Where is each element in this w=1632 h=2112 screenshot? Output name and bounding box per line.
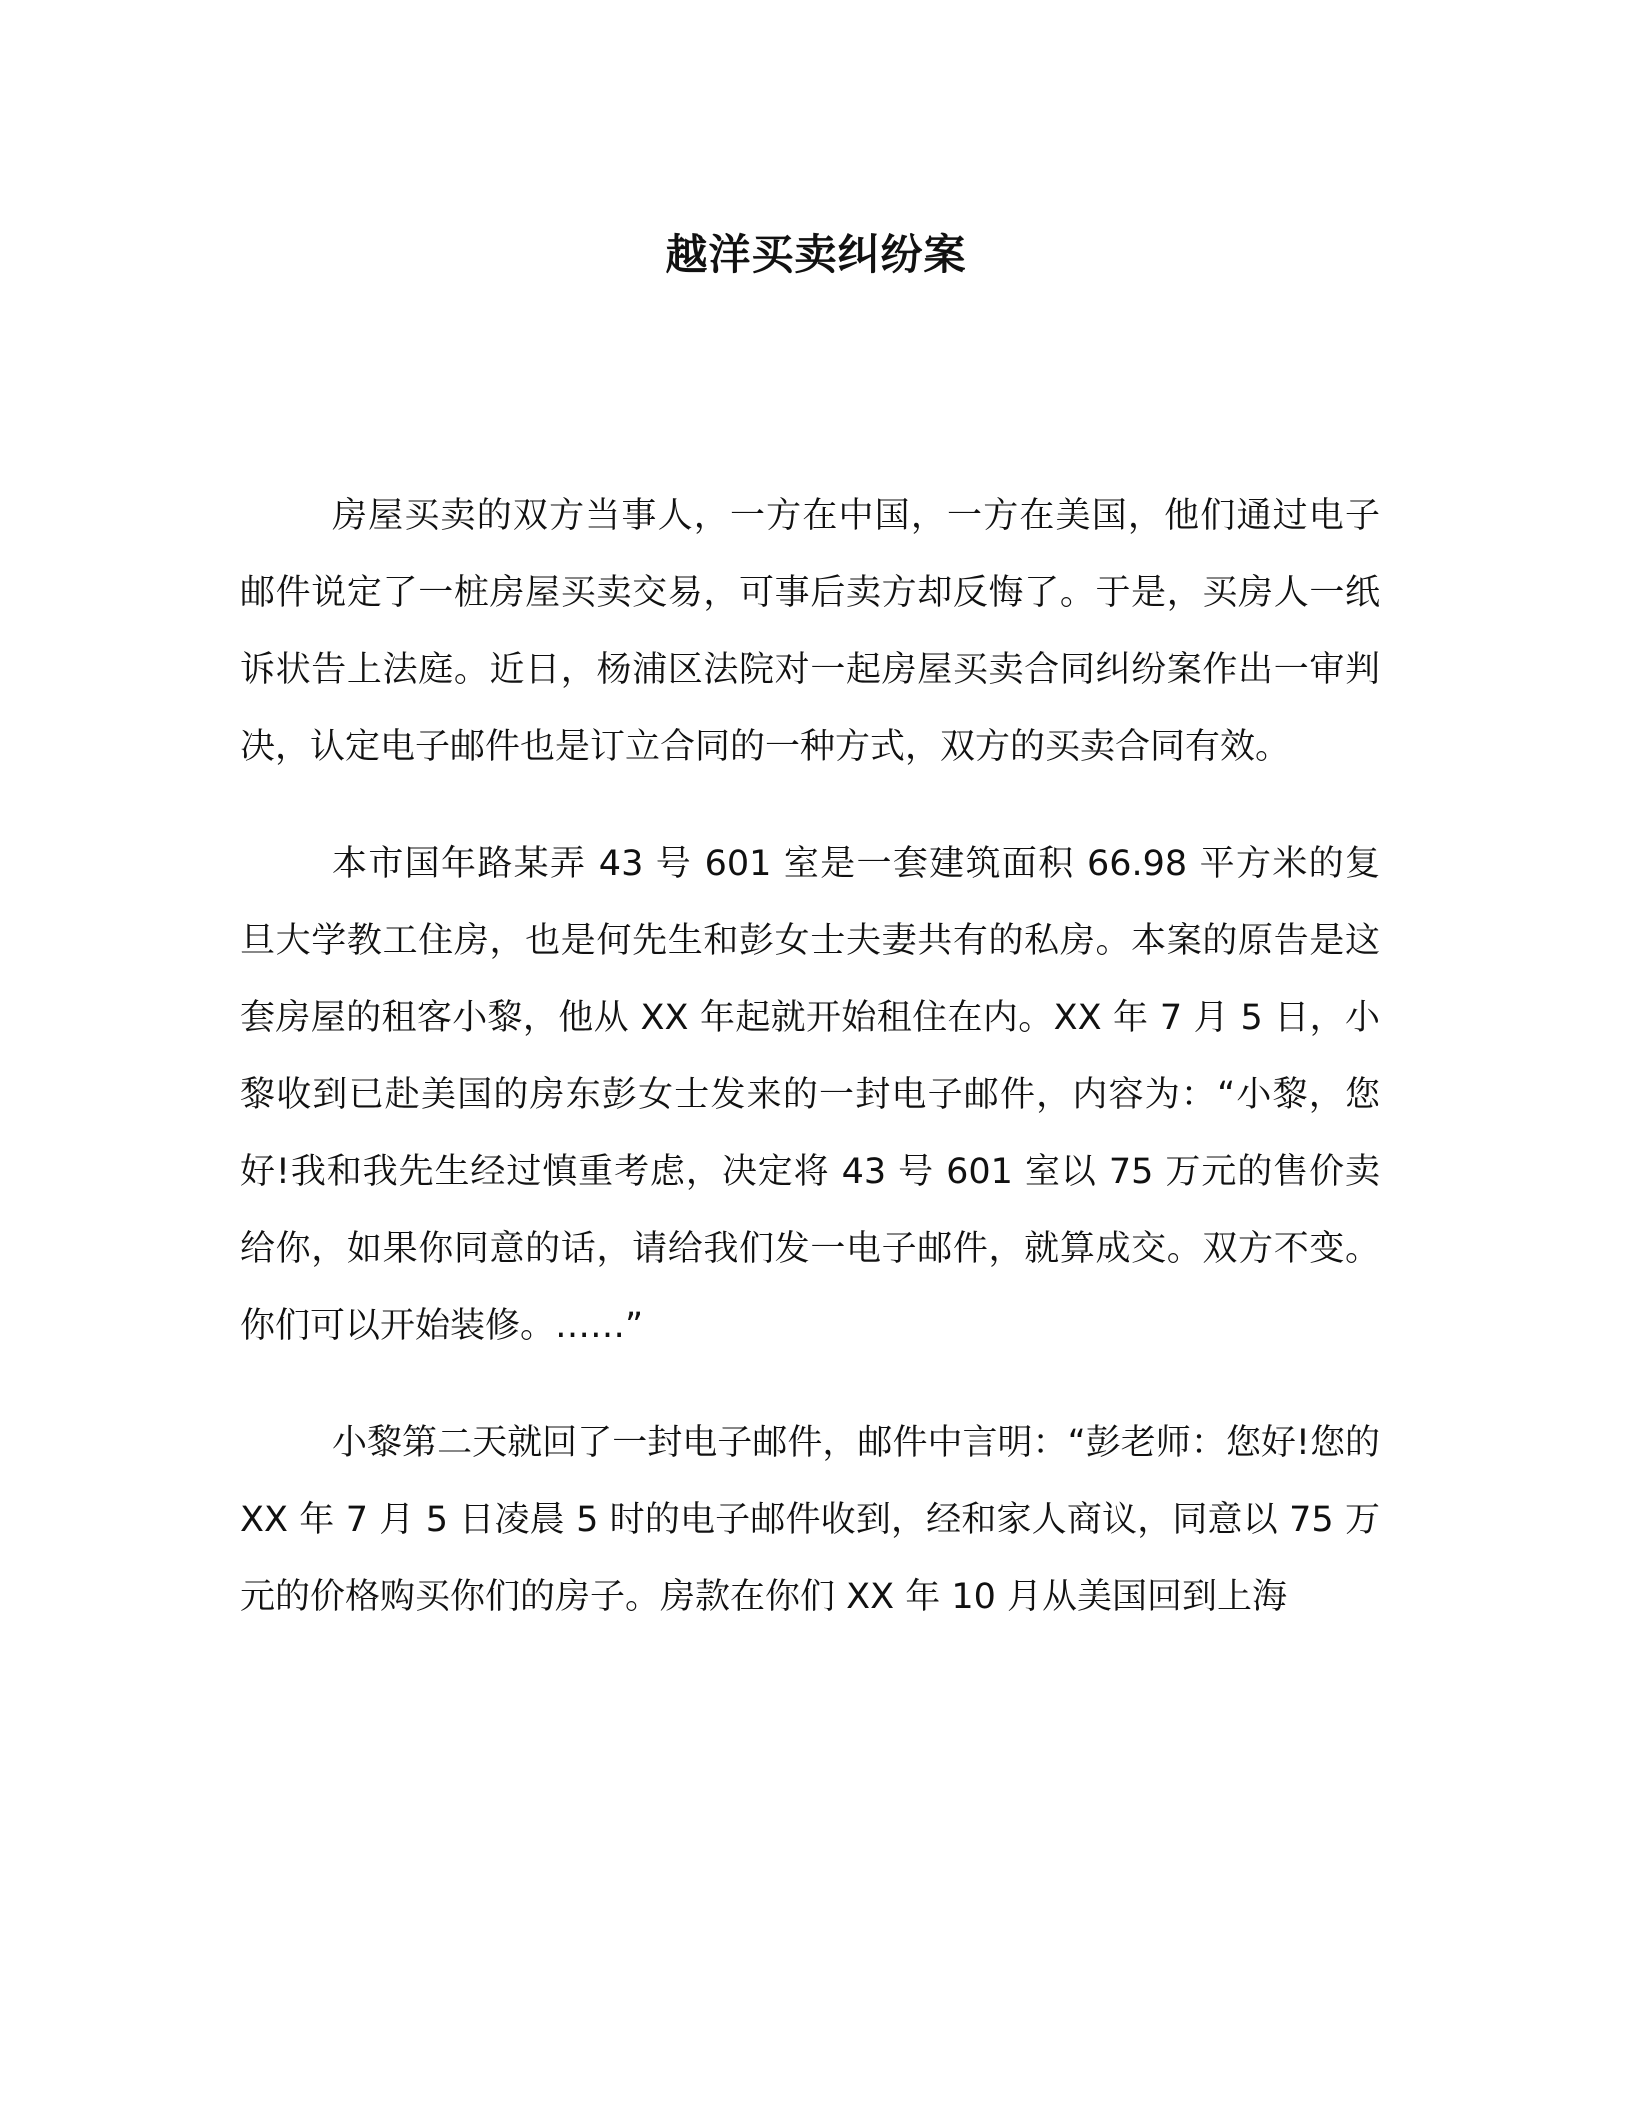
paragraph-3: 小黎第二天就回了一封电子邮件，邮件中言明：“彭老师：您好!您的 XX 年 7 月 5 日凌晨 5 时的电子邮件收到，经和家人商议，同意以 75 万元的价格购买你们的房子。房款在你们 XX 年 10 月从美国回到上海 [240,1423,1380,1617]
paragraph-2: 本市国年路某弄 43 号 601 室是一套建筑面积 66.98 平方米的复旦大学教工住房，也是何先生和彭女士夫妻共有的私房。本案的原告是这套房屋的租客小黎，他从 XX 年起就开始租住在内。XX 年 7 月 5 日，小黎收到已赴美国的房东彭女士发来的一封电子邮件，内容为：“小黎，您好!我和我先生经过慎重考虑，决定将 43 号 601 室以 75 万元的售价卖给你，如果你同意的话，请给我们发一电子邮件，就算成交。双方不变。你们可以开始装修。……” [240,844,1380,1346]
document-title: 越洋买卖纠纷案 [665,230,967,279]
paragraph-1: 房屋买卖的双方当事人，一方在中国，一方在美国，他们通过电子邮件说定了一桩房屋买卖交易，可事后卖方却反悔了。于是，买房人一纸诉状告上法庭。近日，杨浦区法院对一起房屋买卖合同纠纷案作出一审判决，认定电子邮件也是订立合同的一种方式，双方的买卖合同有效。 [240,496,1380,767]
document-body [240,478,1380,1676]
